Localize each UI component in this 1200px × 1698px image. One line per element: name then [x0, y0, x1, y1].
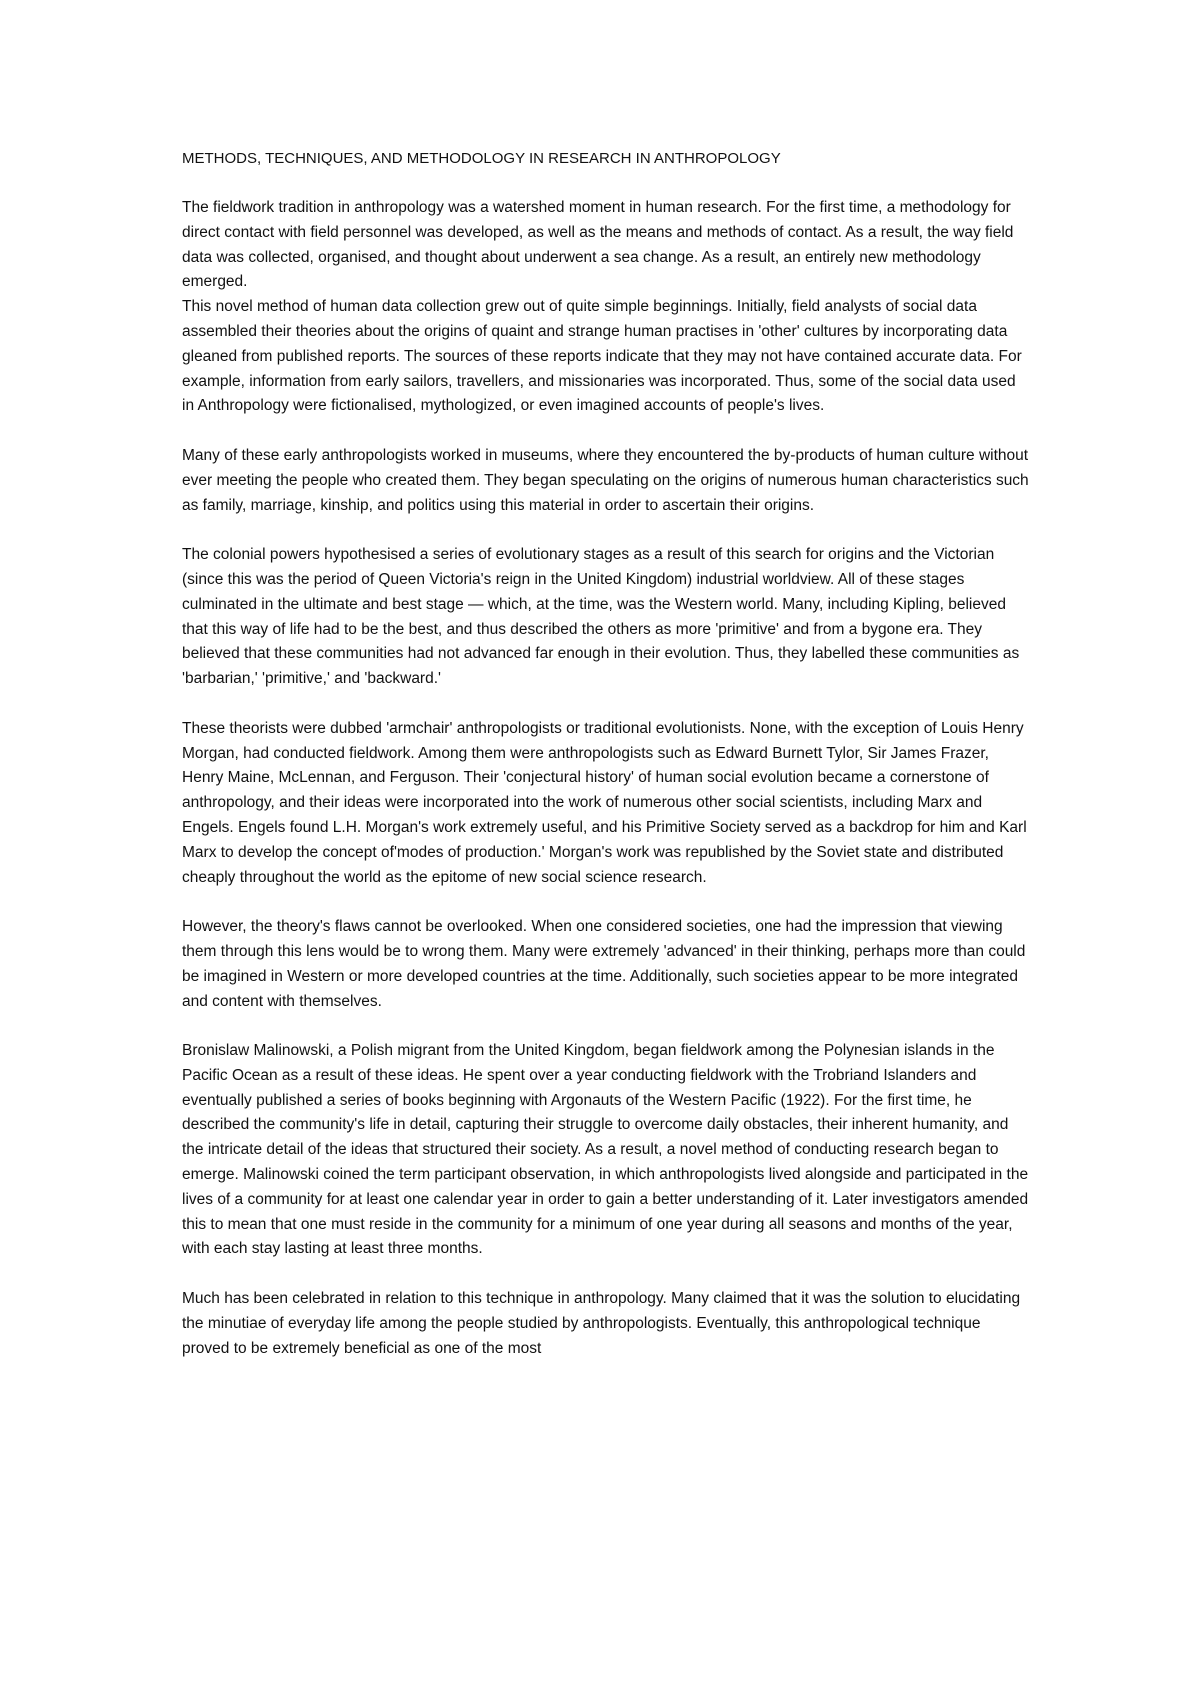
paragraph-malinowski: Bronislaw Malinowski, a Polish migrant from the United Kingdom, began fieldwork among the Polynesian islands in the Pacific Ocean as a result of these ideas. He spent over a year conducting fieldwork with the Trobriand Islanders and eventually published a series of books beginning with Argonauts of the Western Pacific (1922). For the first time, he described the community's life in detail, capturing their struggle to overcome daily obstacles, their inherent humanity, and the intricate detail of the ideas that structured their society. As a result, a novel method of conducting research began to emerge. Malinowski coined the term participant observation, in which anthropologists lived alongside and participated in the lives of a community for at least one calendar year in order to gain a better understanding of it. Later investigators amended this to mean that one must reside in the community for a minimum of one year during all seasons and months of the year, with each stay lasting at least three months.: [182, 1042, 1029, 1258]
document-title: METHODS, TECHNIQUES, AND METHODOLOGY IN RESEARCH IN ANTHROPOLOGY: [182, 150, 781, 167]
paragraph-theory-flaws: However, the theory's flaws cannot be overlooked. When one considered societies, one had the impression that viewing them through this lens would be to wrong them. Many were extremely 'advanced' in their thinking, perhaps more than could be imagined in Western or more developed countries at the time. Additionally, such societies appear to be more integrated and content with themselves.: [182, 918, 1026, 1010]
paragraph-colonial-powers: The colonial powers hypothesised a series of evolutionary stages as a result of this search for origins and the Victorian (since this was the period of Queen Victoria's reign in the United Kingdom) industrial worldview. All of these stages culminated in the ultimate and best stage — which, at the time, was the Western world. Many, including Kipling, believed that this way of life had to be the best, and thus described the others as more 'primitive' and from a bygone era. They believed that these communities had not advanced far enough in their evolution. Thus, they labelled these communities as 'barbarian,' 'primitive,' and 'backward.': [182, 546, 1020, 688]
paragraph-museums: Many of these early anthropologists worked in museums, where they encountered the by-products of human culture without ever meeting the people who created them. They began speculating on the origins of numerous human characteristics such as family, marriage, kinship, and politics using this material in order to ascertain their origins.: [182, 446, 1029, 514]
paragraph-technique-celebrated: Much has been celebrated in relation to this technique in anthropology. Many claimed that it was the solution to elucidating the minutiae of everyday life among the people studied by anthropologists. Eventually, this anthropological technique proved to be extremely beneficial as one of the most: [182, 1290, 1021, 1357]
paragraph-fieldwork-tradition: The fieldwork tradition in anthropology was a watershed moment in human research. For the first time, a methodology for direct contact with field personnel was developed, as well as the means and methods of contact. As a result, the way field data was collected, organised, and thought about underwent a sea change. As a result, an entirely new methodology emerged.: [182, 199, 1014, 291]
paragraph-novel-method: This novel method of human data collection grew out of quite simple beginnings. Initially, field analysts of social data assembled their theories about the origins of quaint and strange human practises in 'other' cultures by incorporating data gleaned from published reports. The sources of these reports indicate that they may not have contained accurate data. For example, information from early sailors, travellers, and missionaries was incorporated. Thus, some of the social data used in Anthropology were fictionalised, mythologized, or even imagined accounts of people's lives.: [182, 298, 1022, 415]
paragraph-armchair-anthropologists: These theorists were dubbed 'armchair' anthropologists or traditional evolutionists. None, with the exception of Louis Henry Morgan, had conducted fieldwork. Among them were anthropologists such as Edward Burnett Tylor, Sir James Frazer, Henry Maine, McLennan, and Ferguson. Their 'conjectural history' of human social evolution became a cornerstone of anthropology, and their ideas were incorporated into the work of numerous other social scientists, including Marx and Engels. Engels found L.H. Morgan's work extremely useful, and his Primitive Society served as a backdrop for him and Karl Marx to develop the concept of'modes of production.' Morgan's work was republished by the Soviet state and distributed cheaply throughout the world as the epitome of new social science research.: [182, 719, 1027, 886]
